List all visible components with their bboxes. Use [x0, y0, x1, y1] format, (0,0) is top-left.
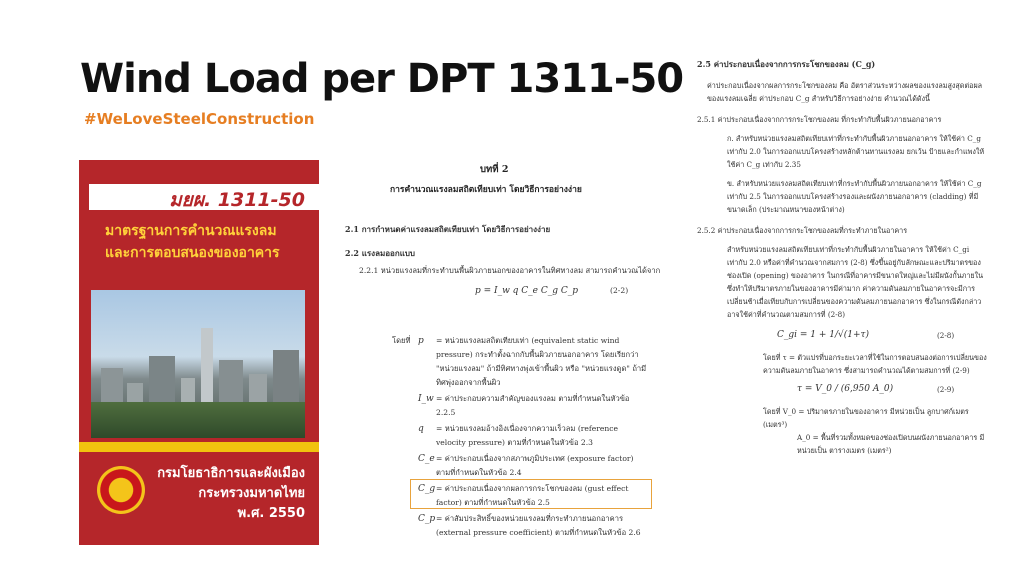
equation-2-8: C_gi = 1 + 1/√(1+τ): [777, 330, 870, 340]
chapter-heading: บทที่ 2: [480, 164, 509, 175]
right-document: [697, 58, 987, 457]
hashtag: #WeLoveSteelConstruction: [84, 110, 315, 128]
definition-symbol: q: [418, 424, 424, 434]
where-label: โดยที่: [392, 336, 411, 345]
definition-item: [418, 512, 648, 540]
formula-2-2-number: (2-2): [610, 286, 629, 295]
definition-symbol: p: [418, 336, 424, 346]
section-2-5-2: 2.5.2 ค่าประกอบเนื่องจากการกระโชกของลมที่กระทำภายในอาคาร: [697, 226, 908, 235]
cover-org-line1: กรมโยธาธิการและผังเมือง: [157, 466, 305, 481]
v0-definition: โดยที่ V_0 = ปริมาตรภายในของอาคาร มีหน่วยเป็น ลูกบาศก์เมตร (เมตร³): [763, 407, 969, 429]
left-document: [345, 222, 665, 300]
cover-code-banner: [89, 184, 319, 210]
book-cover: [79, 160, 319, 545]
chapter-title: การคำนวณแรงลมสถิตเทียบเท่า โดยวิธีการอย่างง่าย: [390, 185, 582, 195]
cover-title-line2: และการตอบสนองของอาคาร: [105, 245, 280, 261]
cover-title: [105, 220, 315, 264]
section-2-1: 2.1 การกำหนดค่าแรงลมสถิตเทียบเท่า โดยวิธีการอย่างง่าย: [345, 224, 551, 234]
ministry-seal-icon: [97, 466, 145, 514]
section-2-5-2-text: สำหรับหน่วยแรงลมสถิตเทียบเท่าที่กระทำกับพื้นผิวภายในอาคาร ให้ใช้ค่า C_gi เท่ากับ 2.0 หรือค่าที่คำนวณจากสมการ (2-8) ซึ่งขึ้นอยู่กับลักษณะและปริมาตรของช่องเปิด (opening) ของอาคาร ในกรณีที่อาคารมีขนาดใหญ่และไม่มีผนังกั้นภายในซึ่งทำให้ปริมาตรภายในของอาคารมีค่ามาก ค่าความดันลมภายในอาคารจะมีการเปลี่ยนช้าเมื่อเทียบกับการเปลี่ยนของความดันลมภายนอกอาคาร ซึ่งในกรณีดังกล่าว อาจใช้ค่าที่คำนวณตามสมการที่ (2-8): [727, 245, 984, 319]
section-2-5-intro: ค่าประกอบเนื่องจากผลการกระโชกของลม คือ อัตราส่วนระหว่างผลของแรงลมสูงสุดต่อผลของแรงลมเฉลี่ย ค่าประกอบ C_g สำหรับวิธีการอย่างง่าย คำนวณได้ดังนี้: [707, 81, 983, 103]
equation-2-9-number: (2-9): [937, 385, 955, 394]
definition-text: = ค่าสัมประสิทธิ์ของหน่วยแรงลมที่กระทำภายนอกอาคาร (external pressure coefficient) ตามที่กำหนดในหัวข้อ 2.6: [436, 514, 641, 537]
cover-yellow-band: [79, 442, 319, 452]
definition-text: = หน่วยแรงลมอ้างอิงเนื่องจากความเร็วลม (reference velocity pressure) ตามที่กำหนดในหัวข้อ 2.3: [436, 424, 618, 447]
tau-definition: โดยที่ τ = ตัวแปรที่บอกระยะเวลาที่ใช้ในการตอบสนองต่อการเปลี่ยนของความดันลมภายในอาคาร ซึ่งสามารถคำนวณได้ตามสมการที่ (2-9): [763, 353, 987, 375]
cover-year: พ.ศ. 2550: [237, 506, 305, 521]
cover-org: [157, 464, 305, 524]
cover-code: มยผ. 1311-50: [169, 189, 305, 211]
cover-title-line1: มาตรฐานการคำนวณแรงลม: [105, 223, 277, 239]
definition-symbol: C_p: [418, 514, 436, 524]
cover-org-line2: กระทรวงมหาดไทย: [198, 486, 305, 501]
section-2-5-1-a: ก. สำหรับหน่วยแรงลมสถิตเทียบเท่าที่กระทำกับพื้นผิวภายนอกอาคาร ให้ใช้ค่า C_g เท่ากับ 2.0 ในการออกแบบโครงสร้างหลักต้านทานแรงลม ยกเว้น ป้ายและกำแพงให้ใช้ค่า C_g เท่ากับ 2.35: [727, 134, 985, 169]
gust-factor-highlight-box: [410, 479, 652, 509]
city-skyline-photo: [91, 290, 305, 438]
definition-text: = ค่าประกอบเนื่องจากผลการกระโชกของลม (gust effect factor) ตามที่กำหนดในหัวข้อ 2.5: [436, 484, 629, 507]
definition-symbol: I_w: [418, 394, 434, 404]
definition-symbol: C_e: [418, 454, 435, 464]
a0-definition: A_0 = พื้นที่รวมทั้งหมดของช่องเปิดบนผนังภายนอกอาคาร มีหน่วยเป็น ตารางเมตร (เมตร²): [797, 433, 985, 455]
section-2-2-1: 2.2.1 หน่วยแรงลมที่กระทำบนพื้นผิวภายนอกของอาคารในทิศทางลม สามารถคำนวณได้จาก: [359, 266, 661, 275]
section-2-5-1: 2.5.1 ค่าประกอบเนื่องจากการกระโชกของลม ที่กระทำกับพื้นผิวภายนอกอาคาร: [697, 115, 942, 124]
section-2-5: 2.5 ค่าประกอบเนื่องจากการกระโชกของลม (C_g): [697, 59, 876, 69]
definition-item: [418, 422, 648, 450]
definition-item: [418, 334, 648, 390]
equation-2-8-number: (2-8): [937, 331, 955, 340]
definition-symbol: C_g: [418, 484, 436, 494]
formula-2-2: p = I_w q C_e C_g C_p: [475, 286, 578, 296]
definition-item: [418, 392, 648, 420]
definition-item: [418, 452, 648, 480]
definition-text: = ค่าประกอบเนื่องจากสภาพภูมิประเทศ (exposure factor) ตามที่กำหนดในหัวข้อ 2.4: [436, 454, 634, 477]
equation-2-9: τ = V_0 / (6,950 A_0): [797, 384, 894, 394]
definition-text: = หน่วยแรงลมสถิตเทียบเท่า (equivalent static wind pressure) กระทำตั้งฉากกับพื้นผิวภายนอกอาคาร โดยเรียกว่า "หน่วยแรงลม" ถ้ามีทิศทางพุ่งเข้าพื้นผิว หรือ "หน่วยแรงดูด" ถ้ามีทิศพุ่งออกจากพื้นผิว: [436, 336, 647, 387]
section-2-2: 2.2 แรงลมออกแบบ: [345, 248, 416, 258]
section-2-5-1-b: ข. สำหรับหน่วยแรงลมสถิตเทียบเท่าที่กระทำกับพื้นผิวภายนอกอาคาร ให้ใช้ค่า C_g เท่ากับ 2.5 ในการออกแบบโครงสร้างรองและผนังภายนอกอาคาร (cladding) ที่มีขนาดเล็ก (ประมาณหนาของหน้าต่าง): [727, 179, 982, 214]
definition-text: = ค่าประกอบความสำคัญของแรงลม ตามที่กำหนดในหัวข้อ 2.2.5: [436, 394, 630, 417]
slide-title: Wind Load per DPT 1311-50: [80, 56, 684, 102]
